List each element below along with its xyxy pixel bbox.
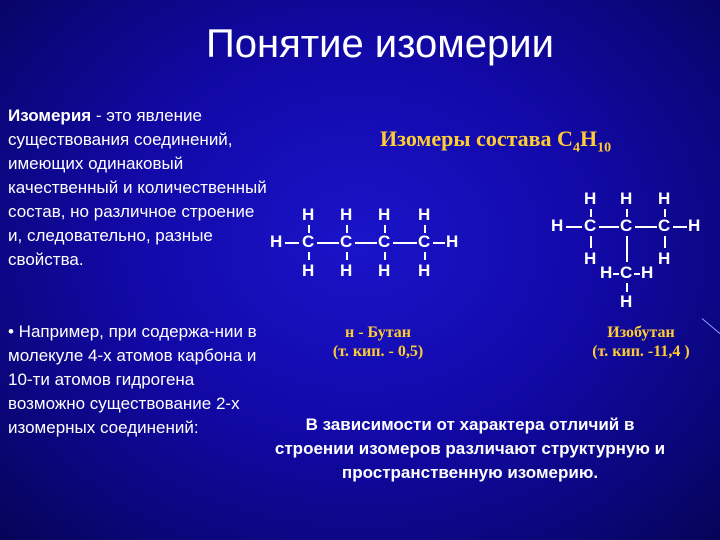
isobutane-label <box>578 323 704 361</box>
atom-h: H <box>551 216 564 235</box>
butane-name: н - Бутан <box>345 324 411 341</box>
definition-body: - это явление существования соединений, имеющих одинаковый качественный и количественный состав, но различное строение и, следовательно, разные свойства. <box>8 106 267 269</box>
atom-c: C <box>620 263 633 282</box>
conclusion-text: В зависимости от характера отличий в строении изомеров различают структурную и пространственную изомерию. <box>274 415 666 482</box>
atom-h: H <box>658 189 671 208</box>
atom-h: H <box>270 232 283 251</box>
atom-h: H <box>418 261 431 280</box>
isobutane-name: Изобутан <box>607 324 675 341</box>
atom-h: H <box>584 189 597 208</box>
butane-label <box>318 323 438 361</box>
definition-term: Изомерия <box>8 106 92 125</box>
isomers-heading: Изомеры состава $C_4H_{10}$ <box>380 126 612 156</box>
atom-h: H <box>584 249 597 268</box>
atom-h: H <box>418 205 431 224</box>
atom-h: H <box>620 292 633 311</box>
atom-c: C <box>302 232 315 251</box>
atom-h: H <box>688 216 701 235</box>
definition-text <box>8 104 270 272</box>
atom-c: C <box>584 216 597 235</box>
atom-h: H <box>446 232 459 251</box>
example-text: • Например, при содержа-нии в молекуле 4-х атомов карбона и 10-ти атомов гидрогена возможно существование 2-х изомерных соединений: <box>8 322 257 437</box>
decorative-line <box>702 318 720 344</box>
atom-h: H <box>378 261 391 280</box>
butane-boiling-point: (т. кип. - 0,5) <box>332 343 424 360</box>
atom-h: H <box>658 249 671 268</box>
atom-c: C <box>418 232 431 251</box>
atom-h: H <box>302 261 315 280</box>
atom-c: C <box>378 232 391 251</box>
atom-h: H <box>340 261 353 280</box>
atom-h: H <box>340 205 353 224</box>
atom-c: C <box>340 232 353 251</box>
atom-h: H <box>378 205 391 224</box>
isobutane-boiling-point: (т. кип. -11,4 ) <box>592 343 690 360</box>
atom-h: H <box>600 263 613 282</box>
atom-h: H <box>302 205 315 224</box>
atom-c: C <box>620 216 633 235</box>
atom-c: C <box>658 216 671 235</box>
slide-title: Понятие изомерии <box>206 22 554 66</box>
atom-h: H <box>641 263 654 282</box>
atom-h: H <box>620 189 633 208</box>
